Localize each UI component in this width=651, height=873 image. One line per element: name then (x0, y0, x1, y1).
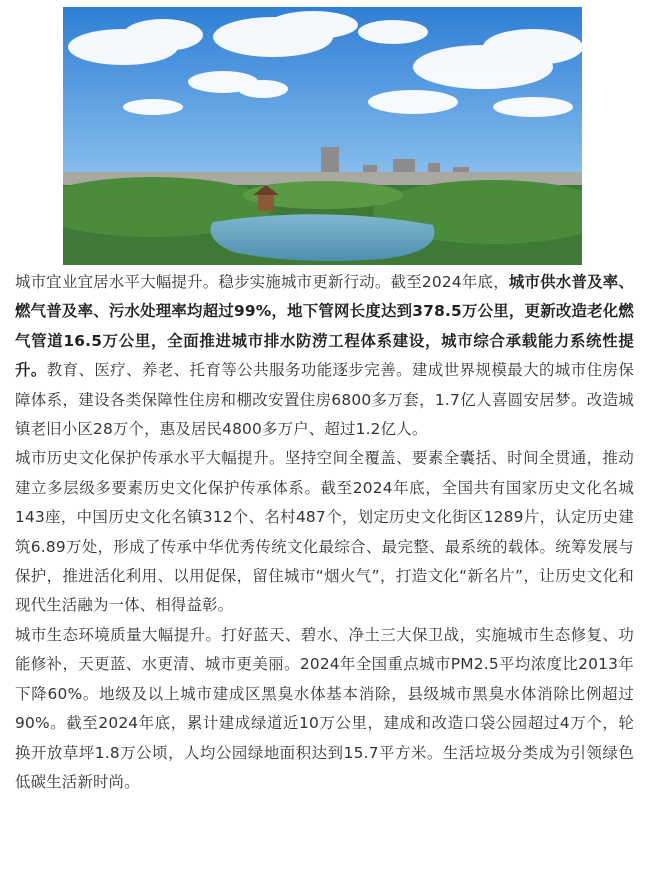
body-text: 城市生态环境质量大幅提升。打好蓝天、碧水、净土三大保卫战，实施城市生态修复、功能修补，天更蓝、水更清、城市更美丽。2024年全国重点城市PM2.5平均浓度比2013年下降60%。地级及以上城市建成区黑臭水体基本消除，县级城市黑臭水体消除比例超过90%。截至2024年底，累计建成绿道近10万公里，建成和改造口袋公园超过4万个，轮换开放草坪1.8万公顷，人均公园绿地面积达到15.7平方米。生活垃圾分类成为引领绿色低碳生活新时尚。 (15, 625, 634, 791)
article-paragraph (15, 268, 634, 444)
bold-text: 城市供水普及率、燃气普及率、污水处理率均超过99%，地下管网长度达到378.5万公里，更新改造老化燃气管道16.5万公里，全面推进城市排水防涝工程体系建设，城市综合承载能力系统性提升。 (15, 273, 634, 380)
city-park-photo (63, 7, 582, 265)
article-paragraph (15, 444, 634, 620)
article-paragraph (15, 621, 634, 797)
city-park-icon (63, 7, 582, 265)
article-body (15, 268, 634, 797)
body-text: 教育、医疗、养老、托育等公共服务功能逐步完善。建成世界规模最大的城市住房保障体系，建设各类保障性住房和棚改安置住房6800多万套，1.7亿人喜圆安居梦。改造城镇老旧小区28万个，惠及居民4800多万户、超过1.2亿人。 (15, 361, 634, 439)
body-text: 城市宜业宜居水平大幅提升。稳步实施城市更新行动。截至2024年底， (15, 273, 509, 291)
body-text: 城市历史文化保护传承水平大幅提升。坚持空间全覆盖、要素全囊括、时间全贯通，推动建立多层级多要素历史文化保护传承体系。截至2024年底，全国共有国家历史文化名城143座，中国历史文化名镇312个、名村487个，划定历史文化街区1289片，认定历史建筑6.89万处，形成了传承中华优秀传统文化最综合、最完整、最系统的载体。统筹发展与保护，推进活化利用、以用促保，留住城市“烟火气”，打造文化“新名片”，让历史文化和现代生活融为一体、相得益彰。 (15, 449, 634, 615)
